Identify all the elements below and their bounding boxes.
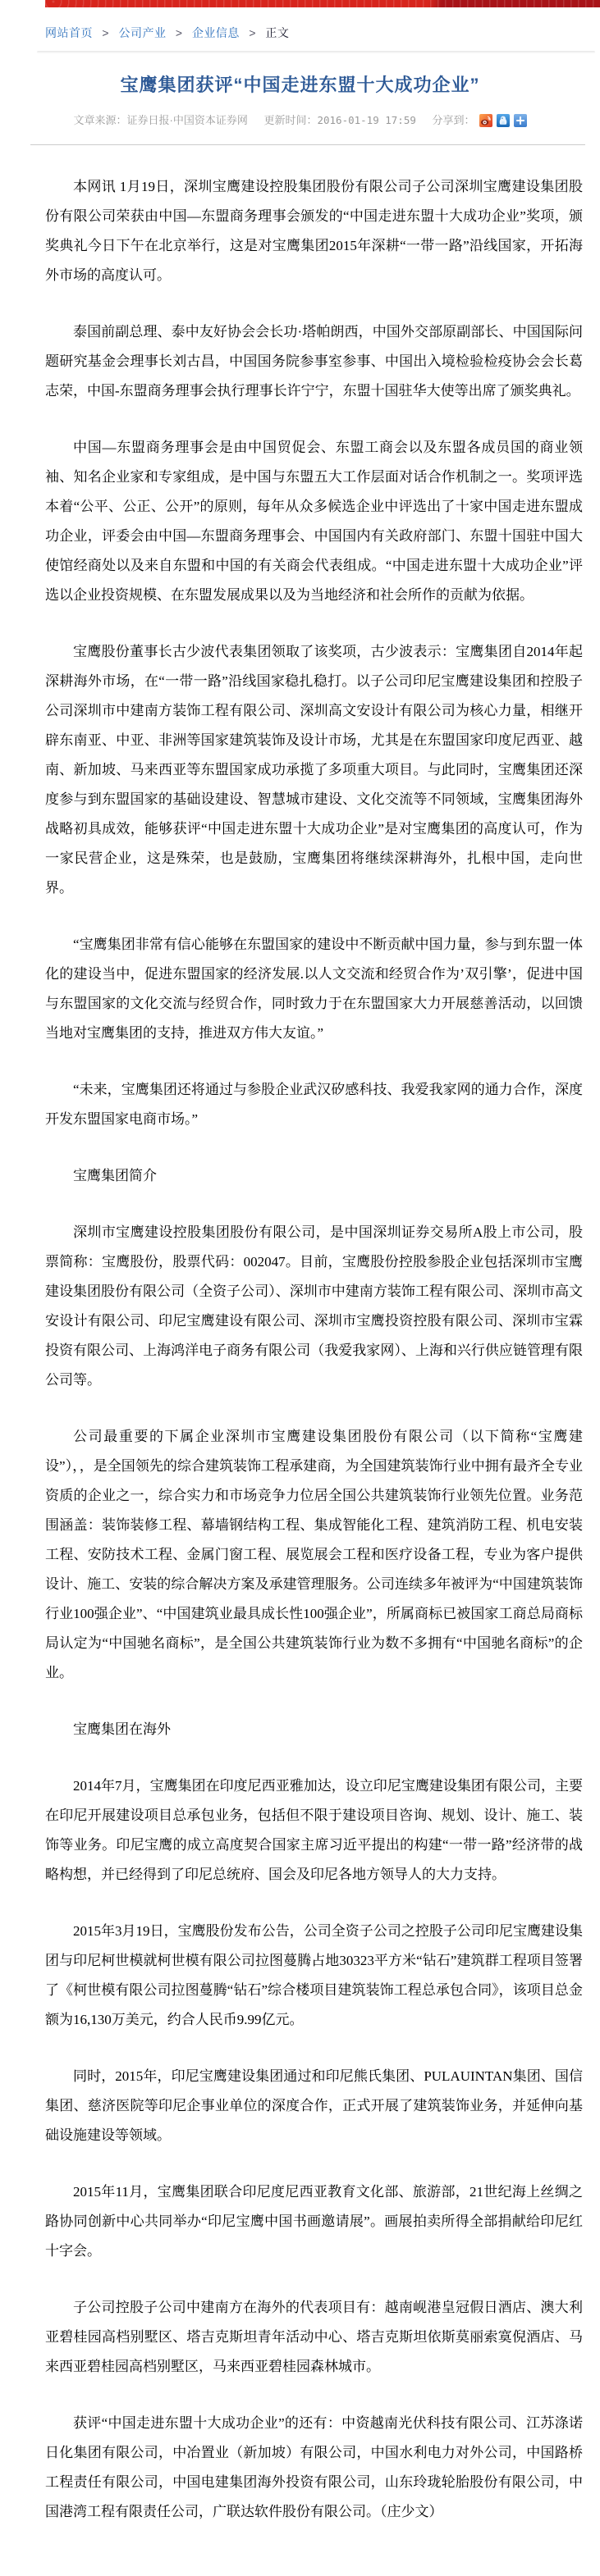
article-paragraph: 同时，2015年，印尼宝鹰建设集团通过和印尼熊氏集团、PULAUINTAN集团、国信集团、慈济医院等印尼企事业单位的深度合作，正式开展了建筑装饰业务，并延伸向基础设施建设等领域。 — [45, 2068, 583, 2143]
site-header-banner — [45, 0, 600, 7]
tencent-weibo-icon[interactable] — [497, 114, 510, 127]
article-paragraph: 2015年3月19日，宝鹰股份发布公告，公司全资子公司之控股子公司印尼宝鹰建设集团与印尼柯世模就柯世模有限公司拉图蔓腾占地30323平方米“钻石”建筑群工程项目签署了《柯世模有限公司拉图蔓腾“钻石”综合楼项目建筑装饰工程总承包合同》，该项目总金额为16,130万美元，约合人民币9.99亿元。 — [45, 1923, 583, 2027]
section-heading-company-intro: 宝鹰集团简介 — [73, 1168, 157, 1183]
breadcrumb-home-link[interactable]: 网站首页 — [45, 26, 93, 39]
article-paragraph: “宝鹰集团非常有信心能够在东盟国家的建设中不断贡献中国力量，参与到东盟一体化的建设当中，促进东盟国家的经济发展.以人文交流和经贸合作为’双引擎’，促进中国与东盟国家的文化交流与经贸合作，同时致力于在东盟国家大力开展慈善活动，以回馈当地对宝鹰集团的支持，推进双方伟大友谊。” — [45, 937, 583, 1041]
sina-weibo-icon[interactable] — [479, 114, 492, 127]
article-paragraph: 深圳市宝鹰建设控股集团股份有限公司，是中国深圳证券交易所A股上市公司，股票简称：宝鹰股份，股票代码：002047。目前，宝鹰股份控股参股企业包括深圳市宝鹰建设集团股份有限公司（全资子公司）、深圳市中建南方装饰工程有限公司、深圳市高文安设计有限公司、印尼宝鹰建设有限公司、深圳市宝鹰投资控股有限公司、深圳市宝霖投资有限公司、上海鸿洋电子商务有限公司（我爱我家网）、上海和兴行供应链管理有限公司等。 — [45, 1224, 583, 1388]
share-more-icon[interactable] — [514, 114, 527, 127]
section-heading-overseas: 宝鹰集团在海外 — [73, 1721, 171, 1737]
breadcrumb — [45, 25, 600, 41]
meta-divider — [30, 144, 585, 145]
updated-label: 更新时间： — [263, 114, 318, 126]
breadcrumb-divider — [37, 51, 595, 53]
updated-value: 2016-01-19 17:59 — [317, 114, 416, 126]
breadcrumb-company-info-link[interactable]: 企业信息 — [191, 26, 240, 39]
article-paragraph: 2015年11月，宝鹰集团联合印尼度尼西亚教育文化部、旅游部，21世纪海上丝绸之路协同创新中心共同举办“印尼宝鹰中国书画邀请展”。画展拍卖所得全部捐献给印尼红十字会。 — [45, 2184, 583, 2259]
article-paragraph: 子公司控股子公司中建南方在海外的代表项目有：越南岘港皇冠假日酒店、澳大利亚碧桂园高档别墅区、塔吉克斯坦青年活动中心、塔吉克斯坦依斯莫丽索寞倪酒店、马来西亚碧桂园高档别墅区，马来西亚碧桂园森林城市。 — [45, 2300, 583, 2374]
article-paragraph: 2014年7月，宝鹰集团在印度尼西亚雅加达，设立印尼宝鹰建设集团有限公司，主要在印尼开展建设项目总承包业务，包括但不限于建设项目咨询、规划、设计、施工、装饰等业务。印尼宝鹰的成立高度契合国家主席习近平提出的构建“一带一路”经济带的战略构想，并已经得到了印尼总统府、国会及印尼各地方领导人的大力支持。 — [45, 1778, 583, 1882]
article-paragraph: 公司最重要的下属企业深圳市宝鹰建设集团股份有限公司（以下简称“宝鹰建设”），，是全国领先的综合建筑装饰工程承建商，为全国建筑装饰行业中拥有最齐全专业资质的企业之一，综合实力和市场竞争力位居全国公共建筑装饰行业领先位置。业务范围涵盖：装饰装修工程、幕墙钢结构工程、集成智能化工程、建筑消防工程、机电安装工程、安防技术工程、金属门窗工程、展览展会工程和医疗设备工程，专业为客户提供设计、施工、安装的综合解决方案及承建管理服务。公司连续多年被评为“中国建筑装饰行业100强企业”、“中国建筑业最具成长性100强企业”，所属商标已被国家工商总局商标局认定为“中国驰名商标”，是全国公共建筑装饰行业为数不多拥有“中国驰名商标”的企业。 — [45, 1429, 583, 1680]
breadcrumb-current-page: 正文 — [265, 26, 290, 39]
article-paragraph: 本网讯 1月19日，深圳宝鹰建设控股集团股份有限公司子公司深圳宝鹰建设集团股份有限公司荣获由中国—东盟商务理事会颁发的“中国走进东盟十大成功企业”奖项，颁奖典礼今日下午在北京举行，这是对宝鹰集团2015年深耕“一带一路”沿线国家，开拓海外市场的高度认可。 — [45, 179, 583, 283]
article-body — [45, 172, 583, 2527]
page-title: 宝鹰集团获评“中国走进东盟十大成功企业” — [120, 75, 480, 95]
share-label: 分享到： — [432, 114, 475, 126]
source-label: 文章来源： — [73, 114, 127, 126]
article-meta-bar — [0, 112, 600, 127]
article-paragraph: 宝鹰股份董事长古少波代表集团领取了该奖项，古少波表示：宝鹰集团自2014年起深耕海外市场，在“一带一路”沿线国家稳扎稳打。以子公司印尼宝鹰建设集团和控股子公司深圳市中建南方装饰工程有限公司、深圳高文安设计有限公司为核心力量，相继开辟东南亚、中亚、非洲等国家建筑装饰及设计市场，尤其是在东盟国家印度尼西亚、越南、新加坡、马来西亚等东盟国家成功承揽了多项重大项目。与此同时，宝鹰集团还深度参与到东盟国家的基础设建设、智慧城市建设、文化交流等不同领域，宝鹰集团海外战略初具成效，能够获评“中国走进东盟十大成功企业”是对宝鹰集团的高度认可，作为一家民营企业，这是殊荣，也是鼓励，宝鹰集团将继续深耕海外，扎根中国，走向世界。 — [45, 644, 583, 896]
breadcrumb-separator: > — [102, 26, 110, 39]
article-paragraph: 获评“中国走进东盟十大成功企业”的还有：中资越南光伏科技有限公司、江苏涤诺日化集团有限公司，中冶置业（新加坡）有限公司，中国水利电力对外公司，中国路桥工程责任有限公司，中国电建集团海外投资有限公司，山东玲珑轮胎股份有限公司，中国港湾工程有限责任公司，广联达软件股份有限公司。（庄少文） — [45, 2415, 583, 2519]
article-paragraph: 中国—东盟商务理事会是由中国贸促会、东盟工商会以及东盟各成员国的商业领袖、知名企业家和专家组成，是中国与东盟五大工作层面对话合作机制之一。奖项评选本着“公平、公正、公开”的原则，每年从众多候选企业中评选出了十家中国走进东盟成功企业，评委会由中国—东盟商务理事会、中国国内有关政府部门、东盟十国驻中国大使馆经商处以及来自东盟和中国的有关商会代表组成。“中国走进东盟十大成功企业”评选以企业投资规模、在东盟发展成果以及为当地经济和社会所作的贡献为依据。 — [45, 440, 583, 603]
breadcrumb-separator: > — [249, 26, 257, 39]
article-paragraph: “未来，宝鹰集团还将通过与参股企业武汉矽感科技、我爱我家网的通力合作，深度开发东盟国家电商市场。” — [45, 1082, 583, 1127]
source-value: 证券日报·中国资本证券网 — [126, 114, 248, 126]
breadcrumb-separator: > — [175, 26, 183, 39]
article-paragraph: 泰国前副总理、泰中友好协会会长功·塔帕朗西，中国外交部原副部长、中国国际问题研究基金会理事长刘古昌，中国国务院参事室参事、中国出入境检验检疫协会会长葛志荣，中国-东盟商务理事会执行理事长许宁宁，东盟十国驻华大使等出席了颁奖典礼。 — [45, 324, 583, 399]
breadcrumb-industry-link[interactable]: 公司产业 — [118, 26, 167, 39]
